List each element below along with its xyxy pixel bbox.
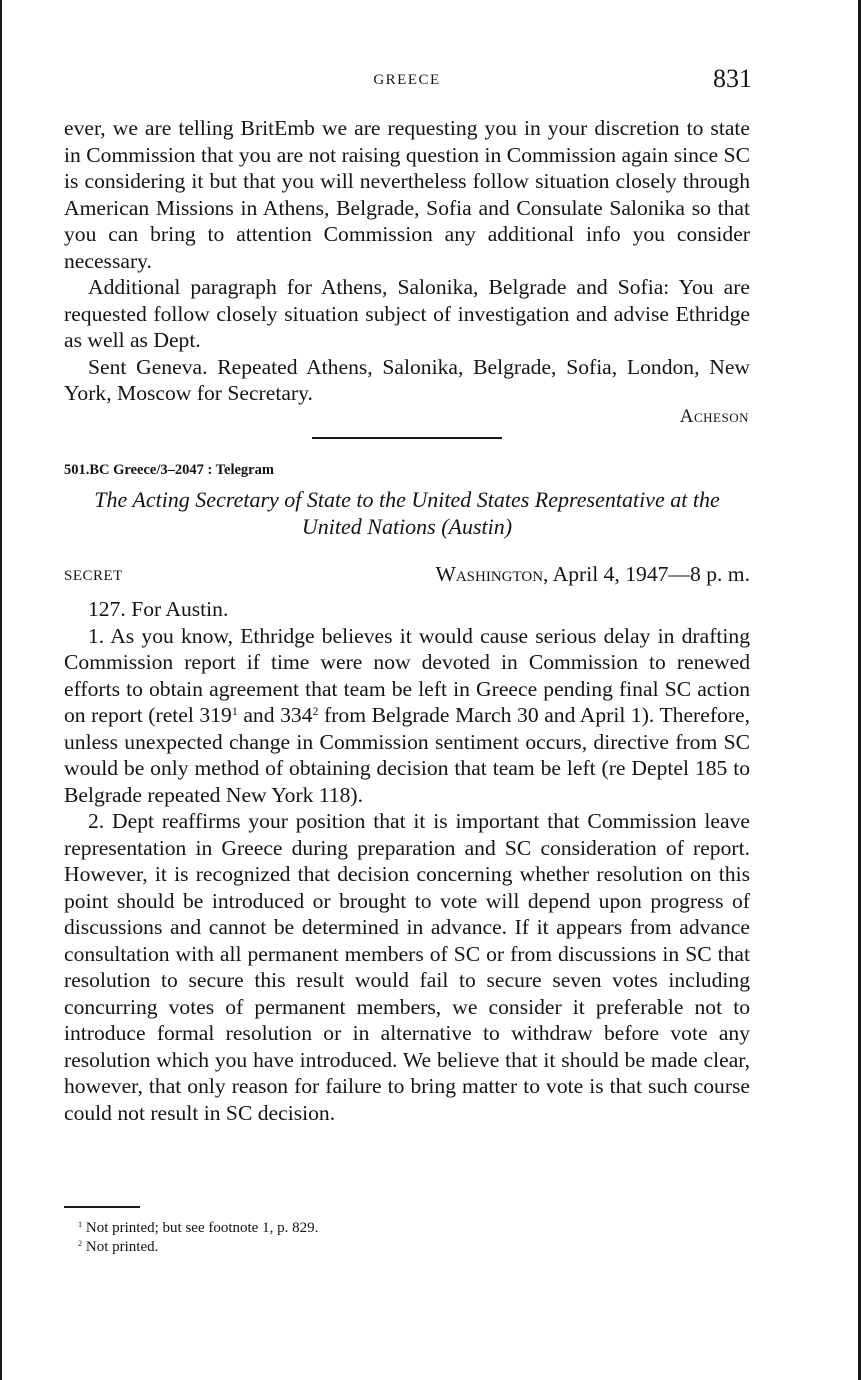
footnote-1-text: Not printed; but see footnote 1, p. 829. xyxy=(85,1220,319,1236)
paragraph-1-part-c: from Belgrade March 30 and April 1). Therefore, unless unexpected change in Commission sentiment occurs, directive from SC would be only method of obtaining decision that team be left (re Deptel 185 to Belgrade repeated New York 118). xyxy=(64,703,750,807)
classification-label: SECRET xyxy=(64,568,123,584)
paragraph-1-part-b: and 334 xyxy=(237,703,313,727)
footnotes xyxy=(78,1219,318,1257)
paragraph-continuation: ever, we are telling BritEmb we are requesting you in your discretion to state in Commission that you are not raising question in Commission again since SC is considering it but that you will nevertheless follow situation closely through American Missions in Athens, Belgrade, Sofia and Consulate Salonika so that you can bring to attention Commission any additional info you consider necessary. xyxy=(64,116,750,273)
telegram-body xyxy=(64,596,750,1126)
salutation: 127. For Austin. xyxy=(88,597,229,621)
paragraph-1-part-a: 1. As you know, Ethridge believes it would cause serious delay in drafting Commission report if time were now devoted in Commission to renewed efforts to obtain agreement that team be left in Greece pending final SC action on report (retel 319 xyxy=(64,623,750,727)
footnote-marker-2: 2 xyxy=(312,703,319,718)
page-number: 831 xyxy=(713,64,752,93)
dateline-date: , April 4, 1947—8 p. m. xyxy=(543,562,750,586)
footnote-1-mark: 1 xyxy=(78,1220,83,1230)
scan-edge-left xyxy=(0,0,2,1380)
paragraph-distribution: Sent Geneva. Repeated Athens, Salonika, Belgrade, Sofia, London, New York, Moscow for Secretary. xyxy=(64,354,750,405)
footnote-2 xyxy=(78,1238,318,1257)
file-reference: 501.BC Greece/3–2047 : Telegram xyxy=(64,462,274,478)
paragraph-2: 2. Dept reaffirms your position that it is important that Commission leave representation in Greece during preparation and SC consideration of report. However, it is recognized that decision concerning whether resolution on this point should be introduced or brought to vote will depend upon progress of discussions and cannot be determined in advance. If it appears from advance consultation with all permanent members of SC or from discussions in SC that resolution to secure this result would fail to secure seven votes including concurring votes of permanent members, we consider it preferable not to introduce formal resolution or in alternative to withdraw before vote any resolution which you have introduced. We believe that it should be made clear, however, that only reason for failure to bring matter to vote is that such course could not result in SC decision. xyxy=(64,809,750,1125)
paragraph-additional: Additional paragraph for Athens, Salonika, Belgrade and Sofia: You are requested follow closely situation subject of investigation and advise Ethridge as well as Dept. xyxy=(64,275,750,352)
signature: Acheson xyxy=(679,406,749,427)
footnote-2-text: Not printed. xyxy=(85,1239,159,1255)
document-title: The Acting Secretary of State to the United States Representative at the United Nations (Austin) xyxy=(94,487,720,539)
footnote-marker-1: 1 xyxy=(231,703,238,718)
dateline-place: Washington xyxy=(435,562,544,586)
footnote-rule xyxy=(64,1206,140,1208)
footnote-1 xyxy=(78,1219,318,1238)
section-divider xyxy=(312,437,502,439)
continued-telegram-text xyxy=(64,115,750,407)
page-header xyxy=(62,60,752,100)
footnote-2-mark: 2 xyxy=(78,1239,83,1249)
dateline xyxy=(435,562,750,587)
running-head: GREECE xyxy=(373,72,441,88)
paragraph-1 xyxy=(64,623,750,809)
